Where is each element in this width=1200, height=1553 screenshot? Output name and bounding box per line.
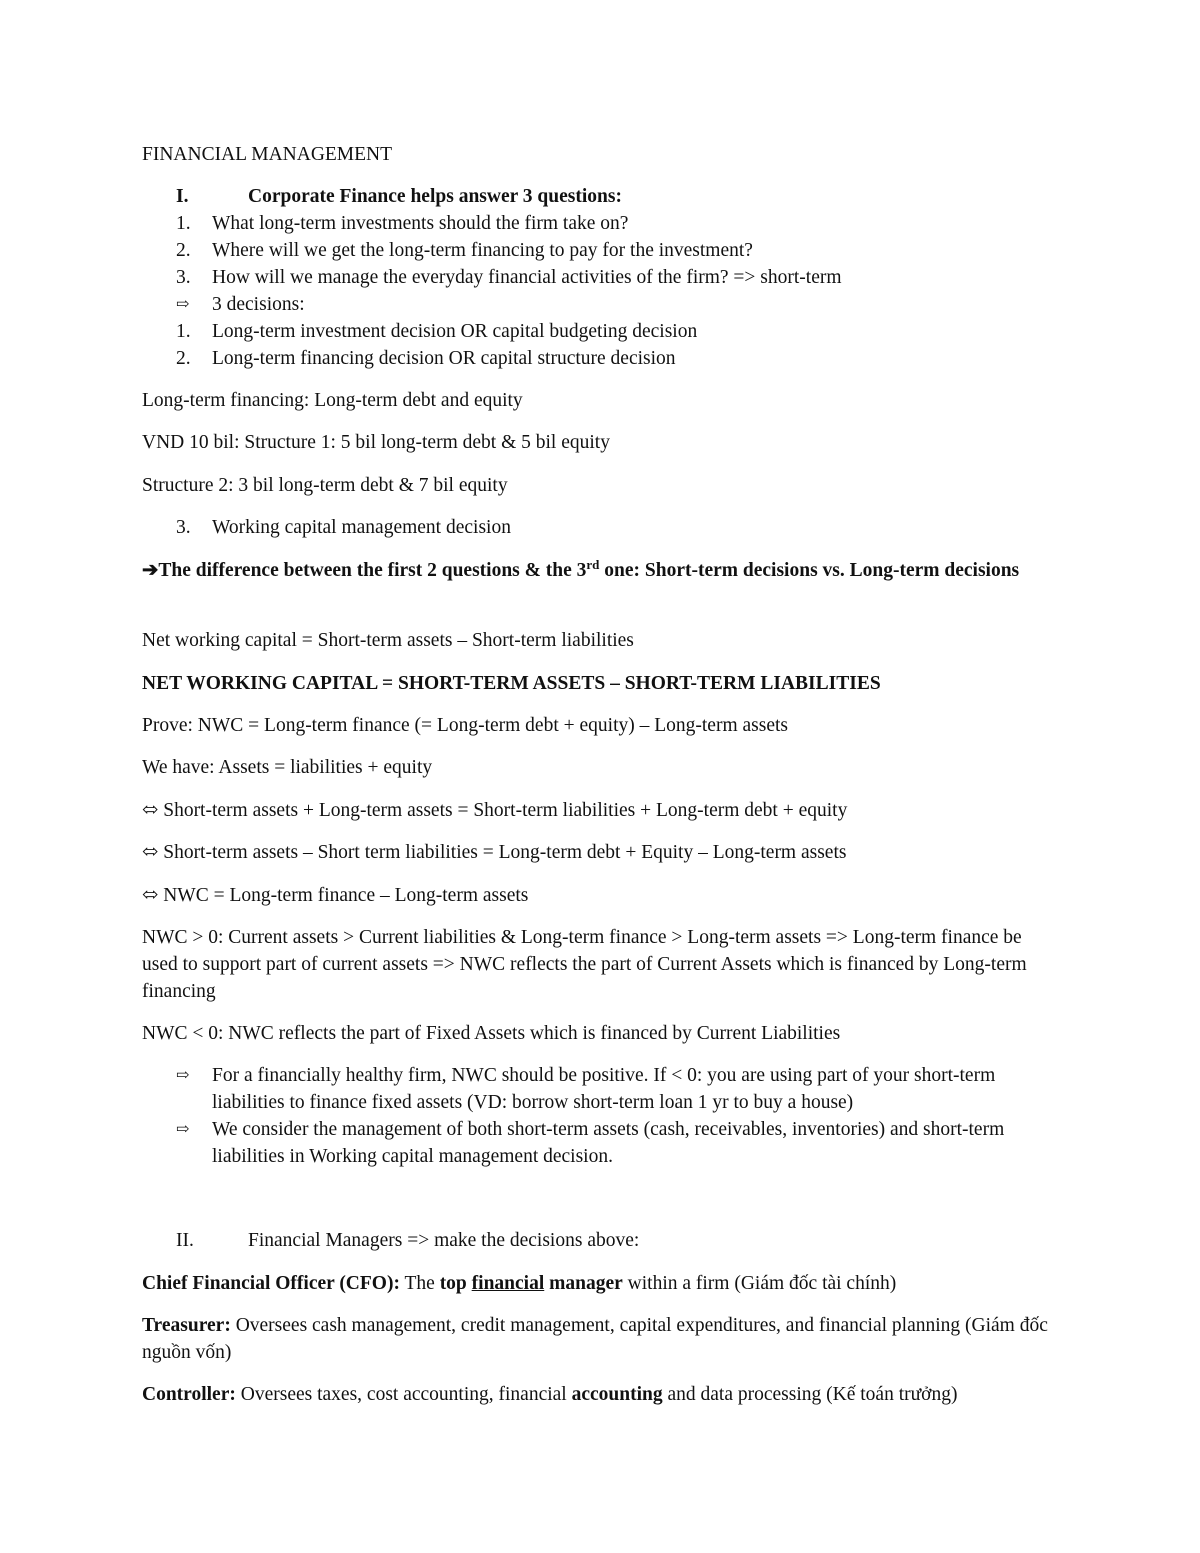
document-title: FINANCIAL MANAGEMENT (142, 144, 393, 165)
treasurer-label: Treasurer: (142, 1315, 231, 1336)
question-3-text: How will we manage the everyday financial activities of the firm? => short-term (212, 267, 842, 288)
cfo-label: Chief Financial Officer (CFO): (142, 1273, 400, 1294)
controller-label: Controller: (142, 1384, 236, 1405)
decision-2-number: 2. (176, 348, 191, 369)
question-3-number: 3. (176, 267, 191, 288)
we-have-line: We have: Assets = liabilities + equity (142, 757, 433, 778)
section-1-numeral: I. (176, 186, 189, 207)
decision-1-number: 1. (176, 321, 191, 342)
section-2-numeral: II. (176, 1230, 194, 1251)
structure-2-line: Structure 2: 3 bil long-term debt & 7 bil equity (142, 475, 508, 496)
decisions-label: 3 decisions: (212, 294, 305, 315)
arrow-icon: ⇨ (176, 1067, 190, 1084)
bullet-1-text: For a financially healthy firm, NWC should be positive. If < 0: you are using part of your short-term liabilities to finance fixed assets (VD: borrow short-term loan 1 yr to buy a house) (212, 1065, 996, 1113)
long-term-financing-line: Long-term financing: Long-term debt and equity (142, 390, 523, 411)
iff-arrow-icon: ⬄ (142, 800, 159, 821)
section-2-heading: Financial Managers => make the decisions above: (248, 1230, 640, 1251)
controller-line: Controller: Oversees taxes, cost accounting, financial accounting and data processing (Kế toán trưởng) (142, 1384, 958, 1405)
cfo-line: Chief Financial Officer (CFO): The top financial manager within a firm (Giám đốc tài chính) (142, 1273, 897, 1294)
right-arrow-icon: ➔ (142, 560, 159, 581)
nwc-positive-paragraph: NWC > 0: Current assets > Current liabilities & Long-term finance > Long-term assets => Long-term finance be used to support part of current assets => NWC reflects the part of Current Assets which is financed by Long-term financing (142, 927, 1027, 1002)
question-1-number: 1. (176, 213, 191, 234)
structure-1-line: VND 10 bil: Structure 1: 5 bil long-term debt & 5 bil equity (142, 432, 610, 453)
decision-3-number: 3. (176, 517, 191, 538)
equation-2: ⬄ Short-term assets – Short term liabilities = Long-term debt + Equity – Long-term assets (142, 842, 847, 863)
question-2-number: 2. (176, 240, 191, 261)
arrow-icon: ⇨ (176, 296, 190, 313)
nwc-negative-line: NWC < 0: NWC reflects the part of Fixed Assets which is financed by Current Liabilities (142, 1023, 841, 1044)
equation-3: ⬄ NWC = Long-term finance – Long-term assets (142, 885, 529, 906)
nwc-definition-caps: NET WORKING CAPITAL = SHORT-TERM ASSETS – SHORT-TERM LIABILITIES (142, 673, 881, 694)
equation-1: ⬄ Short-term assets + Long-term assets = Short-term liabilities + Long-term debt + equity (142, 800, 848, 821)
arrow-icon: ⇨ (176, 1121, 190, 1138)
decision-1-text: Long-term investment decision OR capital budgeting decision (212, 321, 698, 342)
iff-arrow-icon: ⬄ (142, 842, 159, 863)
bullet-2-text: We consider the management of both short-term assets (cash, receivables, inventories) and short-term liabilities in Working capital management decision. (212, 1119, 1005, 1167)
iff-arrow-icon: ⬄ (142, 885, 159, 906)
prove-line: Prove: NWC = Long-term finance (= Long-term debt + equity) – Long-term assets (142, 715, 788, 736)
decision-3-text: Working capital management decision (212, 517, 511, 538)
question-2-text: Where will we get the long-term financing to pay for the investment? (212, 240, 753, 261)
section-1-heading: Corporate Finance helps answer 3 questions: (248, 186, 622, 207)
difference-paragraph: ➔The difference between the first 2 questions & the 3rd one: Short-term decisions vs. Long-term decisions (142, 557, 1020, 581)
nwc-definition: Net working capital = Short-term assets – Short-term liabilities (142, 630, 634, 651)
decision-2-text: Long-term financing decision OR capital structure decision (212, 348, 676, 369)
treasurer-paragraph: Treasurer: Oversees cash management, credit management, capital expenditures, and financial planning (Giám đốc nguồn vốn) (142, 1315, 1048, 1363)
question-1-text: What long-term investments should the firm take on? (212, 213, 629, 234)
